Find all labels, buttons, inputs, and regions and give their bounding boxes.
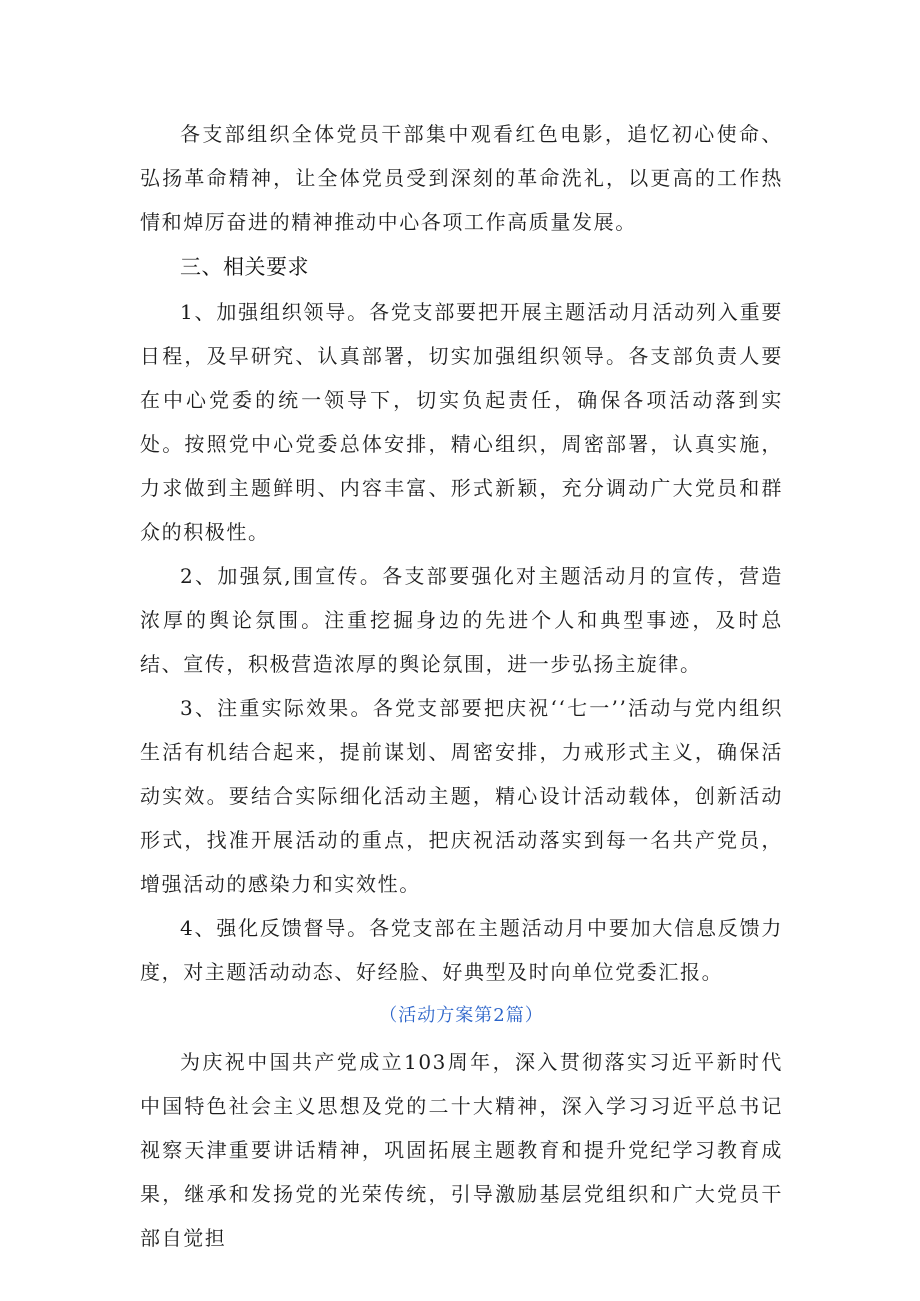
requirement-4-paragraph: 4、强化反馈督导。各党支部在主题活动月中要加大信息反馈力度，对主题活动动态、好经脸、好典型及时向单位党委汇报。 <box>140 916 783 984</box>
section-heading: 三、相关要求 <box>180 255 309 279</box>
document-body <box>140 112 783 1260</box>
requirement-3-paragraph: 3、注重实际效果。各党支部要把庆祝‘‘七一’’活动与党内组织生活有机结合起来，提前谋划、周密安排，力戒形式主义，确保活动实效。要结合实际细化活动主题，精心设计活动载体，创新活动形式，找准开展活动的重点，把庆祝活动落实到每一名共产党员，增强活动的感染力和实效性。 <box>140 696 783 896</box>
next-section-paragraph: 为庆祝中国共产党成立103周年，深入贯彻落实习近平新时代中国特色社会主义思想及党的二十大精神，深入学习习近平总书记视察天津重要讲话精神，巩固拓展主题教育和提升党纪学习教育成果，继承和发扬党的光荣传统，引导激励基层党组织和广大党员干部自觉担 <box>140 1050 783 1250</box>
requirement-2-paragraph: 2、加强氛,围宣传。各支部要强化对主题活动月的宣传，营造浓厚的舆论氛围。注重挖掘身边的先进个人和典型事迹，及时总结、宣传，积极营造浓厚的舆论氛围，进一步弘扬主旋律。 <box>140 564 783 676</box>
section-tag-link[interactable]: （活动方案第2篇） <box>379 1005 544 1026</box>
requirement-1-paragraph: 1、加强组织领导。各党支部要把开展主题活动月活动列入重要日程，及早研究、认真部署，切实加强组织领导。各支部负责人要在中心党委的统一领导下，切实负起责任，确保各项活动落到实处。按照党中心党委总体安排，精心组织，周密部署，认真实施，力求做到主题鲜明、内容丰富、形式新颖，充分调动广大党员和群众的积极性。 <box>140 300 783 544</box>
intro-paragraph: 各支部组织全体党员干部集中观看红色电影，追忆初心使命、弘扬革命精神，让全体党员受到深刻的革命洗礼，以更高的工作热情和焯厉奋进的精神推动中心各项工作高质量发展。 <box>140 122 783 234</box>
